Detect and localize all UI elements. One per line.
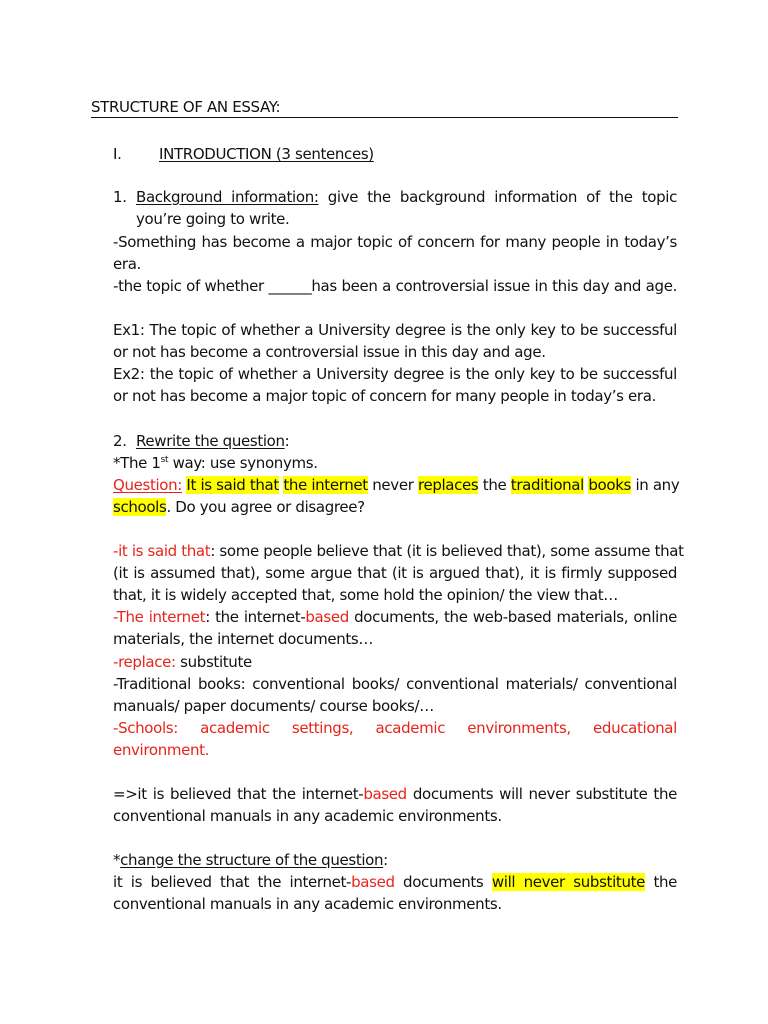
- item2-colon: :: [284, 432, 290, 450]
- question-line2: [113, 496, 365, 518]
- term-schools: -Schools:: [113, 719, 178, 737]
- question-text: the: [478, 476, 511, 494]
- result-based-red: based: [363, 785, 407, 803]
- question-text: in any: [631, 476, 680, 494]
- section-numeral: I.: [113, 145, 122, 163]
- said-synonyms-line3: that, it is widely accepted that, some hold the opinion/ the view that…: [113, 586, 618, 604]
- pattern1-cont: era.: [113, 255, 141, 273]
- replace-synonym-text: substitute: [175, 653, 252, 671]
- result-line2: conventional manuals in any academic environments.: [113, 807, 502, 825]
- question-highlight-replaces: replaces: [417, 476, 479, 494]
- result-text: documents will never substitute the: [406, 785, 677, 803]
- item1-text: give the background information of the topic: [318, 188, 677, 206]
- example1-line1: Ex1: The topic of whether a University degree is the only key to be successful: [113, 321, 677, 339]
- schools-synonym-word: academic: [375, 719, 446, 737]
- first-way-suffix: way: use synonyms.: [168, 454, 318, 472]
- item1-label: Background information:: [136, 188, 319, 206]
- change-line1: [113, 871, 677, 893]
- item1-number: 1.: [113, 188, 127, 206]
- document-title: STRUCTURE OF AN ESSAY:: [91, 98, 281, 116]
- first-way-superscript: st: [160, 455, 169, 465]
- pattern1-line: -Something has become a major topic of concern for many people in today’s: [113, 233, 677, 251]
- term-replace: -replace:: [113, 653, 176, 671]
- item1-text-cont: you’re going to write.: [136, 210, 290, 228]
- example1-line2: or not has become a controversial issue in this day and age.: [113, 343, 546, 361]
- result-line1: [113, 783, 677, 805]
- internet-based-red: based: [305, 608, 349, 626]
- first-way-prefix: *The 1: [113, 454, 161, 472]
- books-synonyms-line1: -Traditional books: conventional books/ conventional materials/ conventional: [113, 675, 677, 693]
- said-synonyms-line1: [113, 540, 684, 562]
- term-the-internet: -The internet: [113, 608, 206, 626]
- internet-synonyms-line2: materials, the internet documents…: [113, 630, 374, 648]
- question-highlight-said: It is said that: [186, 476, 279, 494]
- example2-line1: Ex2: the topic of whether a University degree is the only key to be successful: [113, 365, 677, 383]
- result-text: =>it is believed that the internet-: [113, 785, 364, 803]
- schools-synonym-word: academic: [200, 719, 270, 737]
- title-underline-rule: [91, 117, 678, 118]
- question-text: . Do you agree or disagree?: [166, 498, 365, 516]
- said-synonyms-line2: (it is assumed that), some argue that (it is argued that), it is firmly supposed: [113, 564, 677, 582]
- said-synonyms-text: : some people believe that (it is believed that), some assume that: [210, 542, 684, 560]
- question-highlight-books: books: [588, 476, 632, 494]
- change-heading: [113, 849, 388, 871]
- question-highlight-internet: the internet: [283, 476, 368, 494]
- schools-synonyms-line1: [113, 717, 677, 739]
- change-text: documents: [394, 873, 492, 891]
- internet-synonyms-line1: [113, 606, 677, 628]
- example2-line2: or not has become a major topic of concern for many people in today’s era.: [113, 387, 656, 405]
- question-highlight-schools: schools: [113, 498, 167, 516]
- first-way-line: [113, 452, 318, 474]
- change-based-red: based: [351, 873, 395, 891]
- internet-synonyms-text: documents, the web-based materials, online: [348, 608, 677, 626]
- schools-synonym-word: settings,: [291, 719, 354, 737]
- section-heading: INTRODUCTION (3 sentences): [159, 145, 374, 163]
- question-highlight-traditional: traditional: [510, 476, 584, 494]
- change-text: it is believed that the internet-: [113, 873, 352, 891]
- term-it-is-said: -it is said that: [113, 542, 211, 560]
- change-label: change the structure of the question: [120, 851, 384, 869]
- item2-label: Rewrite the question: [136, 432, 285, 450]
- replace-synonyms-line: [113, 651, 252, 673]
- item2-number: 2.: [113, 432, 127, 450]
- books-synonyms-line2: manuals/ paper documents/ course books/…: [113, 697, 434, 715]
- change-star: *: [113, 851, 121, 869]
- change-highlight: will never substitute: [491, 873, 646, 891]
- pattern2-line: -the topic of whether ______has been a controversial issue in this day and age.: [113, 277, 677, 295]
- schools-synonym-word: environments,: [467, 719, 571, 737]
- change-colon: :: [383, 851, 388, 869]
- item1-line: [136, 186, 677, 208]
- change-text: the: [645, 873, 678, 891]
- question-label: Question:: [113, 476, 182, 494]
- question-line1: [113, 474, 680, 496]
- change-line2: conventional manuals in any academic environments.: [113, 895, 502, 913]
- item2-heading: [136, 430, 289, 452]
- internet-synonyms-text: : the internet-: [205, 608, 306, 626]
- question-text: never: [367, 476, 418, 494]
- schools-synonyms-line2: environment.: [113, 741, 210, 759]
- schools-synonym-word: educational: [593, 719, 677, 737]
